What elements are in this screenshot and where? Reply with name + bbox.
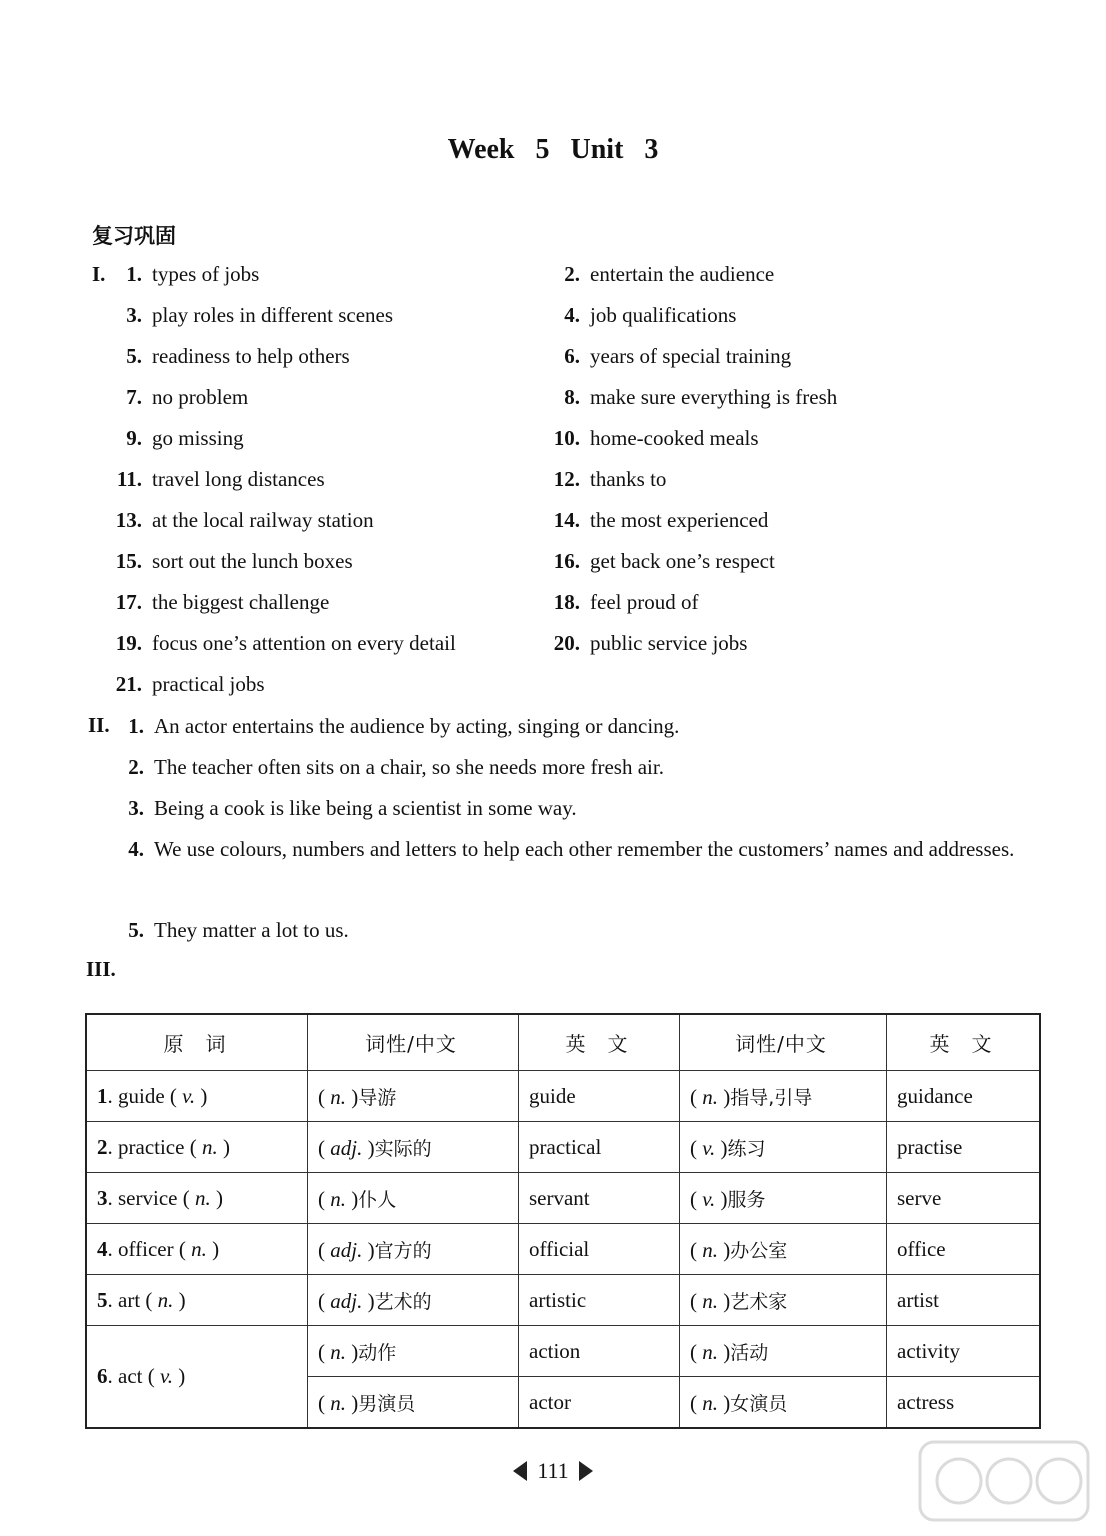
list-item: [542, 385, 837, 410]
sentence-item: [116, 788, 1040, 828]
part-of-speech: n.: [702, 1288, 718, 1313]
pos-meaning-cell: ( n. )艺术家: [680, 1275, 887, 1326]
table-row: [86, 1173, 1040, 1224]
part-of-speech: n.: [330, 1186, 346, 1211]
item-number: 1 .: [116, 706, 144, 746]
list-item: [104, 672, 265, 697]
part-of-speech: n.: [330, 1084, 346, 1109]
chinese-meaning: 艺术家: [730, 1290, 788, 1313]
english-word-cell: serve: [887, 1173, 1041, 1224]
english-word-cell: guidance: [887, 1071, 1041, 1122]
part-of-speech: adj.: [330, 1237, 363, 1262]
chinese-meaning: 服务: [727, 1188, 766, 1211]
chinese-meaning: 男演员: [358, 1392, 416, 1415]
item-text: travel long distances: [152, 467, 325, 491]
sentence-item: [116, 706, 1040, 746]
pos-meaning-cell: ( adj. )实际的: [308, 1122, 519, 1173]
part-of-speech: n.: [702, 1084, 718, 1109]
item-number: 8 .: [542, 385, 580, 410]
part-of-speech: adj.: [330, 1135, 363, 1160]
list-item: [104, 631, 456, 656]
row-number: 6: [97, 1364, 108, 1388]
pos-meaning-cell: ( n. )女演员: [680, 1377, 887, 1429]
original-word: act: [118, 1364, 143, 1388]
part-of-speech: n.: [330, 1339, 346, 1364]
original-word: service: [118, 1185, 178, 1210]
item-text: at the local railway station: [152, 508, 374, 532]
part-of-speech: n.: [702, 1390, 718, 1415]
part-of-speech: v.: [182, 1083, 196, 1108]
list-item: [542, 508, 768, 533]
table-row: [86, 1326, 1040, 1377]
item-text: years of special training: [590, 344, 792, 368]
item-text: feel proud of: [590, 590, 699, 614]
original-word-cell: 5. art ( n. ): [86, 1275, 308, 1326]
item-text: types of jobs: [152, 262, 260, 286]
sentence-text: The teacher often sits on a chair, so she needs more fresh air.: [154, 755, 664, 779]
item-number: 21 .: [104, 672, 142, 697]
pos-meaning-cell: ( n. )仆人: [308, 1173, 519, 1224]
list-item: [542, 590, 698, 615]
english-word-cell: practical: [519, 1122, 680, 1173]
original-word-cell: 6. act ( v. ): [86, 1326, 308, 1429]
english-word-cell: guide: [519, 1071, 680, 1122]
list-item: [542, 262, 774, 287]
section-heading: 复习巩固: [92, 224, 176, 248]
list-item: [104, 549, 353, 574]
original-word-cell: 2. practice ( n. ): [86, 1122, 308, 1173]
chinese-meaning: 动作: [358, 1341, 397, 1364]
item-number: 7 .: [104, 385, 142, 410]
part-of-speech: n.: [201, 1134, 218, 1159]
item-number: 1 .: [104, 262, 142, 287]
sentence-text: Being a cook is like being a scientist in some way.: [154, 796, 577, 820]
part-of-speech: v.: [702, 1135, 716, 1160]
list-item: [104, 590, 329, 615]
table-header-cell: 原 词: [86, 1014, 308, 1071]
original-word-cell: 1. guide ( v. ): [86, 1071, 308, 1122]
item-number: 4 .: [542, 303, 580, 328]
item-text: go missing: [152, 426, 244, 450]
item-text: public service jobs: [590, 631, 748, 655]
list-item: [542, 303, 736, 328]
list-item: [104, 508, 374, 533]
pos-meaning-cell: ( n. )活动: [680, 1326, 887, 1377]
list-item: [542, 549, 775, 574]
item-text: the biggest challenge: [152, 590, 330, 614]
list-item: [104, 426, 244, 451]
list-item: [104, 385, 248, 410]
table-row: [86, 1071, 1040, 1122]
original-word: practice: [118, 1134, 185, 1159]
english-word-cell: servant: [519, 1173, 680, 1224]
original-word: guide: [118, 1083, 165, 1108]
pos-meaning-cell: ( adj. )官方的: [308, 1224, 519, 1275]
original-word: art: [118, 1287, 141, 1312]
chinese-meaning: 练习: [727, 1137, 766, 1160]
item-text: entertain the audience: [590, 262, 775, 286]
list-item: [104, 467, 325, 492]
english-word-cell: office: [887, 1224, 1041, 1275]
chinese-meaning: 活动: [730, 1341, 769, 1364]
item-number: 10 .: [542, 426, 580, 451]
item-text: play roles in different scenes: [152, 303, 394, 327]
table-header-cell: 英 文: [887, 1014, 1041, 1071]
item-number: 2 .: [116, 747, 144, 787]
table-row: [86, 1224, 1040, 1275]
item-text: readiness to help others: [152, 344, 350, 368]
part-of-speech: n.: [191, 1236, 207, 1261]
item-text: sort out the lunch boxes: [152, 549, 353, 573]
list-item: [104, 262, 259, 287]
page-title: Week 5 Unit 3: [447, 134, 659, 165]
table-header-cell: 词性/中文: [680, 1014, 887, 1071]
original-word-cell: 4. officer ( n. ): [86, 1224, 308, 1275]
part-of-speech: n.: [330, 1390, 346, 1415]
list-item: [542, 467, 666, 492]
part-of-speech: n.: [157, 1287, 174, 1312]
pos-meaning-cell: ( n. )男演员: [308, 1377, 519, 1429]
english-word-cell: activity: [887, 1326, 1041, 1377]
item-text: thanks to: [590, 467, 667, 491]
part-of-speech: adj.: [330, 1288, 363, 1313]
table-row: [86, 1275, 1040, 1326]
row-number: 2: [97, 1134, 108, 1159]
part-of-speech: n.: [194, 1185, 211, 1210]
list-item: [104, 303, 393, 328]
item-text: get back one’s respect: [590, 549, 775, 573]
row-number: 5: [97, 1287, 108, 1312]
pos-meaning-cell: ( n. )办公室: [680, 1224, 887, 1275]
sentence-text: They matter a lot to us.: [154, 918, 349, 942]
item-number: 14 .: [542, 508, 580, 533]
item-number: 19 .: [104, 631, 142, 656]
pos-meaning-cell: ( n. )指导,引导: [680, 1071, 887, 1122]
watermark-logo-icon: [914, 1436, 1094, 1526]
item-number: 18 .: [542, 590, 580, 615]
original-word-cell: 3. service ( n. ): [86, 1173, 308, 1224]
chinese-meaning: 导游: [358, 1086, 397, 1109]
sentence-text: An actor entertains the audience by acting, singing or dancing.: [154, 714, 680, 738]
item-number: 5 .: [104, 344, 142, 369]
item-text: job qualifications: [590, 303, 737, 327]
item-number: 15 .: [104, 549, 142, 574]
row-number: 4: [97, 1236, 108, 1261]
page-number: 111: [537, 1458, 569, 1483]
table-header-row: [86, 1014, 1040, 1071]
english-word-cell: action: [519, 1326, 680, 1377]
pos-meaning-cell: ( n. )动作: [308, 1326, 519, 1377]
part-2-label: II.: [88, 713, 110, 737]
part-of-speech: n.: [702, 1237, 718, 1262]
chinese-meaning: 指导,引导: [730, 1086, 813, 1109]
original-word: officer: [118, 1236, 174, 1261]
row-number: 1: [97, 1083, 108, 1108]
chinese-meaning: 办公室: [730, 1239, 788, 1262]
item-number: 17 .: [104, 590, 142, 615]
chinese-meaning: 官方的: [374, 1239, 432, 1262]
triangle-left-icon: [513, 1461, 527, 1481]
item-text: home-cooked meals: [590, 426, 759, 450]
part-1-label: I.: [92, 262, 106, 286]
item-text: the most experienced: [590, 508, 769, 532]
sentence-text: We use colours, numbers and letters to help each other remember the customers’ names and addresses.: [154, 837, 1015, 861]
list-item: [542, 344, 791, 369]
item-number: 4 .: [116, 829, 144, 869]
item-number: 6 .: [542, 344, 580, 369]
pos-meaning-cell: ( n. )导游: [308, 1071, 519, 1122]
item-number: 2 .: [542, 262, 580, 287]
list-item: [542, 631, 747, 656]
table-header-cell: 词性/中文: [308, 1014, 519, 1071]
triangle-right-icon: [579, 1461, 593, 1481]
english-word-cell: actor: [519, 1377, 680, 1429]
sentence-item: [116, 829, 1040, 869]
item-text: focus one’s attention on every detail: [152, 631, 456, 655]
table-row: [86, 1122, 1040, 1173]
item-number: 3 .: [116, 788, 144, 828]
item-number: 12 .: [542, 467, 580, 492]
chinese-meaning: 实际的: [374, 1137, 432, 1160]
item-text: practical jobs: [152, 672, 265, 696]
item-number: 11 .: [104, 467, 142, 492]
sentence-item: [116, 910, 1040, 950]
sentence-item: [116, 747, 1040, 787]
chinese-meaning: 艺术的: [374, 1290, 432, 1313]
item-number: 20 .: [542, 631, 580, 656]
item-text: make sure everything is fresh: [590, 385, 838, 409]
item-number: 16 .: [542, 549, 580, 574]
chinese-meaning: 女演员: [730, 1392, 788, 1415]
word-forms-table: [85, 1013, 1041, 1429]
english-word-cell: practise: [887, 1122, 1041, 1173]
part-of-speech: n.: [702, 1339, 718, 1364]
english-word-cell: artist: [887, 1275, 1041, 1326]
item-number: 9 .: [104, 426, 142, 451]
list-item: [104, 344, 350, 369]
pos-meaning-cell: ( v. )服务: [680, 1173, 887, 1224]
table-header-cell: 英 文: [519, 1014, 680, 1071]
item-number: 13 .: [104, 508, 142, 533]
item-number: 3 .: [104, 303, 142, 328]
item-number: 5 .: [116, 910, 144, 950]
english-word-cell: official: [519, 1224, 680, 1275]
list-item: [542, 426, 759, 451]
part-of-speech: v.: [159, 1364, 173, 1388]
pos-meaning-cell: ( adj. )艺术的: [308, 1275, 519, 1326]
row-number: 3: [97, 1185, 108, 1210]
part-3-label: III.: [86, 957, 116, 981]
pos-meaning-cell: ( v. )练习: [680, 1122, 887, 1173]
chinese-meaning: 仆人: [358, 1188, 397, 1211]
english-word-cell: actress: [887, 1377, 1041, 1429]
item-text: no problem: [152, 385, 249, 409]
english-word-cell: artistic: [519, 1275, 680, 1326]
part-of-speech: v.: [702, 1186, 716, 1211]
